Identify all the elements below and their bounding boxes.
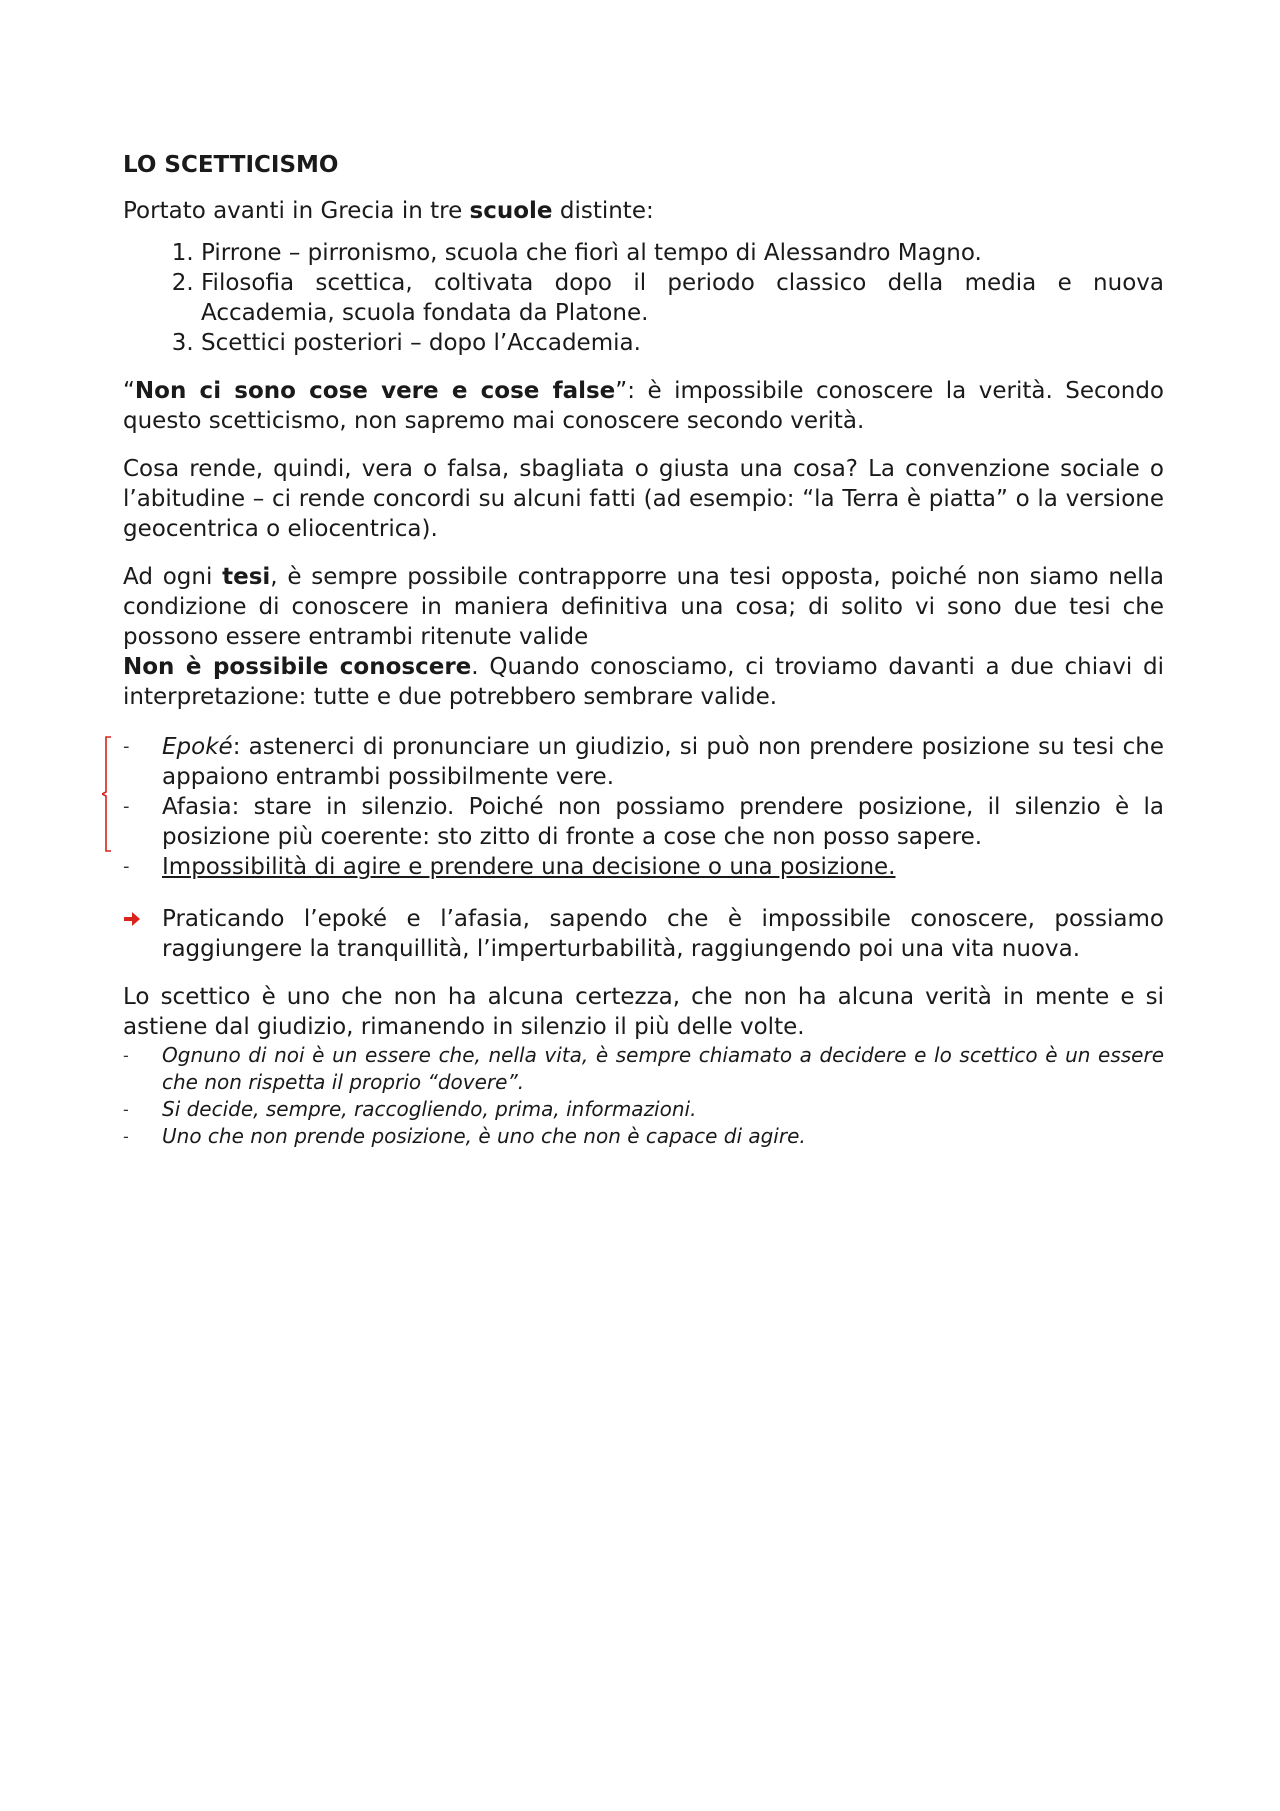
intro-bold: scuole	[469, 198, 553, 224]
thesis-before: Ad ogni	[123, 564, 223, 590]
epoche-text: : astenerci di pronunciare un giudizio, si può non prendere posizione su tesi che appaiono entrambi possibilmente vere.	[162, 734, 1164, 790]
quote-bold: Non ci sono cose vere e cose false	[134, 378, 616, 404]
school-item-2: 2. Filosofia scettica, coltivata dopo il periodo classico della media e nuova Accademia, scuola fondata da Platone.	[201, 268, 1164, 328]
dash-marker: -	[123, 1100, 129, 1119]
afasia-text: Afasia: stare in silenzio. Poiché non possiamo prendere posizione, il silenzio è la posizione più coerente: sto zitto di fronte a cose che non posso sapere.	[162, 794, 1164, 850]
skeptic-paragraph: Lo scettico è uno che non ha alcuna certezza, che non ha alcuna verità in mente e si astiene dal giudizio, rimanendo in silenzio il più delle volte.	[123, 984, 1164, 1040]
intro-paragraph	[123, 196, 1164, 226]
arrow-paragraph	[123, 904, 1164, 964]
consequences-list	[123, 732, 1164, 882]
critique-text-3: Uno che non prende posizione, è uno che non è capace di agire.	[162, 1124, 806, 1148]
quote-open: “	[123, 378, 135, 404]
impossible-after: . Quando conosciamo, ci troviamo davanti a due chiavi di interpretazione: tutte e due potrebbero sembrare valide.	[123, 654, 1164, 710]
dash-marker: -	[123, 856, 130, 877]
impossibility-text: Impossibilità di agire e prendere una decisione o una posizione.	[162, 854, 896, 880]
critique-text-2: Si decide, sempre, raccogliendo, prima, informazioni.	[162, 1097, 697, 1121]
critique-item-2	[123, 1096, 1164, 1123]
critiques-list	[123, 1042, 1164, 1150]
quote-paragraph	[123, 376, 1164, 436]
schools-list	[123, 238, 1164, 358]
list-item-impossibility	[123, 852, 1164, 882]
critique-text-1: Ognuno di noi è un essere che, nella vita, è sempre chiamato a decidere e lo scettico è un essere che non rispetta il proprio “dovere”.	[162, 1043, 1164, 1094]
document-title: LO SCETTICISMO	[123, 152, 339, 178]
list-item-afasia	[123, 792, 1164, 852]
school-item-3: 3. Scettici posteriori – dopo l’Accademia.	[201, 328, 1164, 358]
dash-marker: -	[123, 736, 130, 757]
dash-marker: -	[123, 796, 130, 817]
red-right-arrow-icon	[123, 911, 141, 927]
arrow-text: Praticando l’epoké e l’afasia, sapendo che è impossibile conoscere, possiamo raggiungere la tranquillità, l’imperturbabilità, raggiungendo poi una vita nuova.	[162, 906, 1164, 962]
dash-marker: -	[123, 1046, 129, 1065]
thesis-bold: tesi	[222, 564, 271, 590]
list-item-epoche	[123, 732, 1164, 792]
dash-marker: -	[123, 1127, 129, 1146]
thesis-paragraph	[123, 562, 1164, 652]
epoche-term: Epoké	[162, 734, 233, 760]
quote-after: ”: è impossibile conoscere la verità. Secondo questo scetticismo, non sapremo mai conoscere secondo verità.	[123, 378, 1164, 434]
intro-after: distinte:	[552, 198, 654, 224]
intro-before: Portato avanti in Grecia in tre	[123, 198, 470, 224]
consequences-block	[123, 732, 1164, 882]
red-left-bracket-icon	[102, 736, 112, 852]
thesis-after: , è sempre possibile contrapporre una tesi opposta, poiché non siamo nella condizione di conoscere in maniera definitiva una cosa; di solito vi sono due tesi che possono essere entrambi ritenute valide	[123, 564, 1164, 650]
convention-paragraph: Cosa rende, quindi, vera o falsa, sbagliata o giusta una cosa? La convenzione sociale o l’abitudine – ci rende concordi su alcuni fatti (ad esempio: “la Terra è piatta” o la versione geocentrica o eliocentrica).	[123, 456, 1164, 542]
impossible-paragraph	[123, 652, 1164, 712]
critique-item-1	[123, 1042, 1164, 1096]
school-item-1: 1. Pirrone – pirronismo, scuola che fiorì al tempo di Alessandro Magno.	[201, 238, 1164, 268]
critique-item-3	[123, 1123, 1164, 1150]
impossible-bold: Non è possibile conoscere	[123, 654, 472, 680]
